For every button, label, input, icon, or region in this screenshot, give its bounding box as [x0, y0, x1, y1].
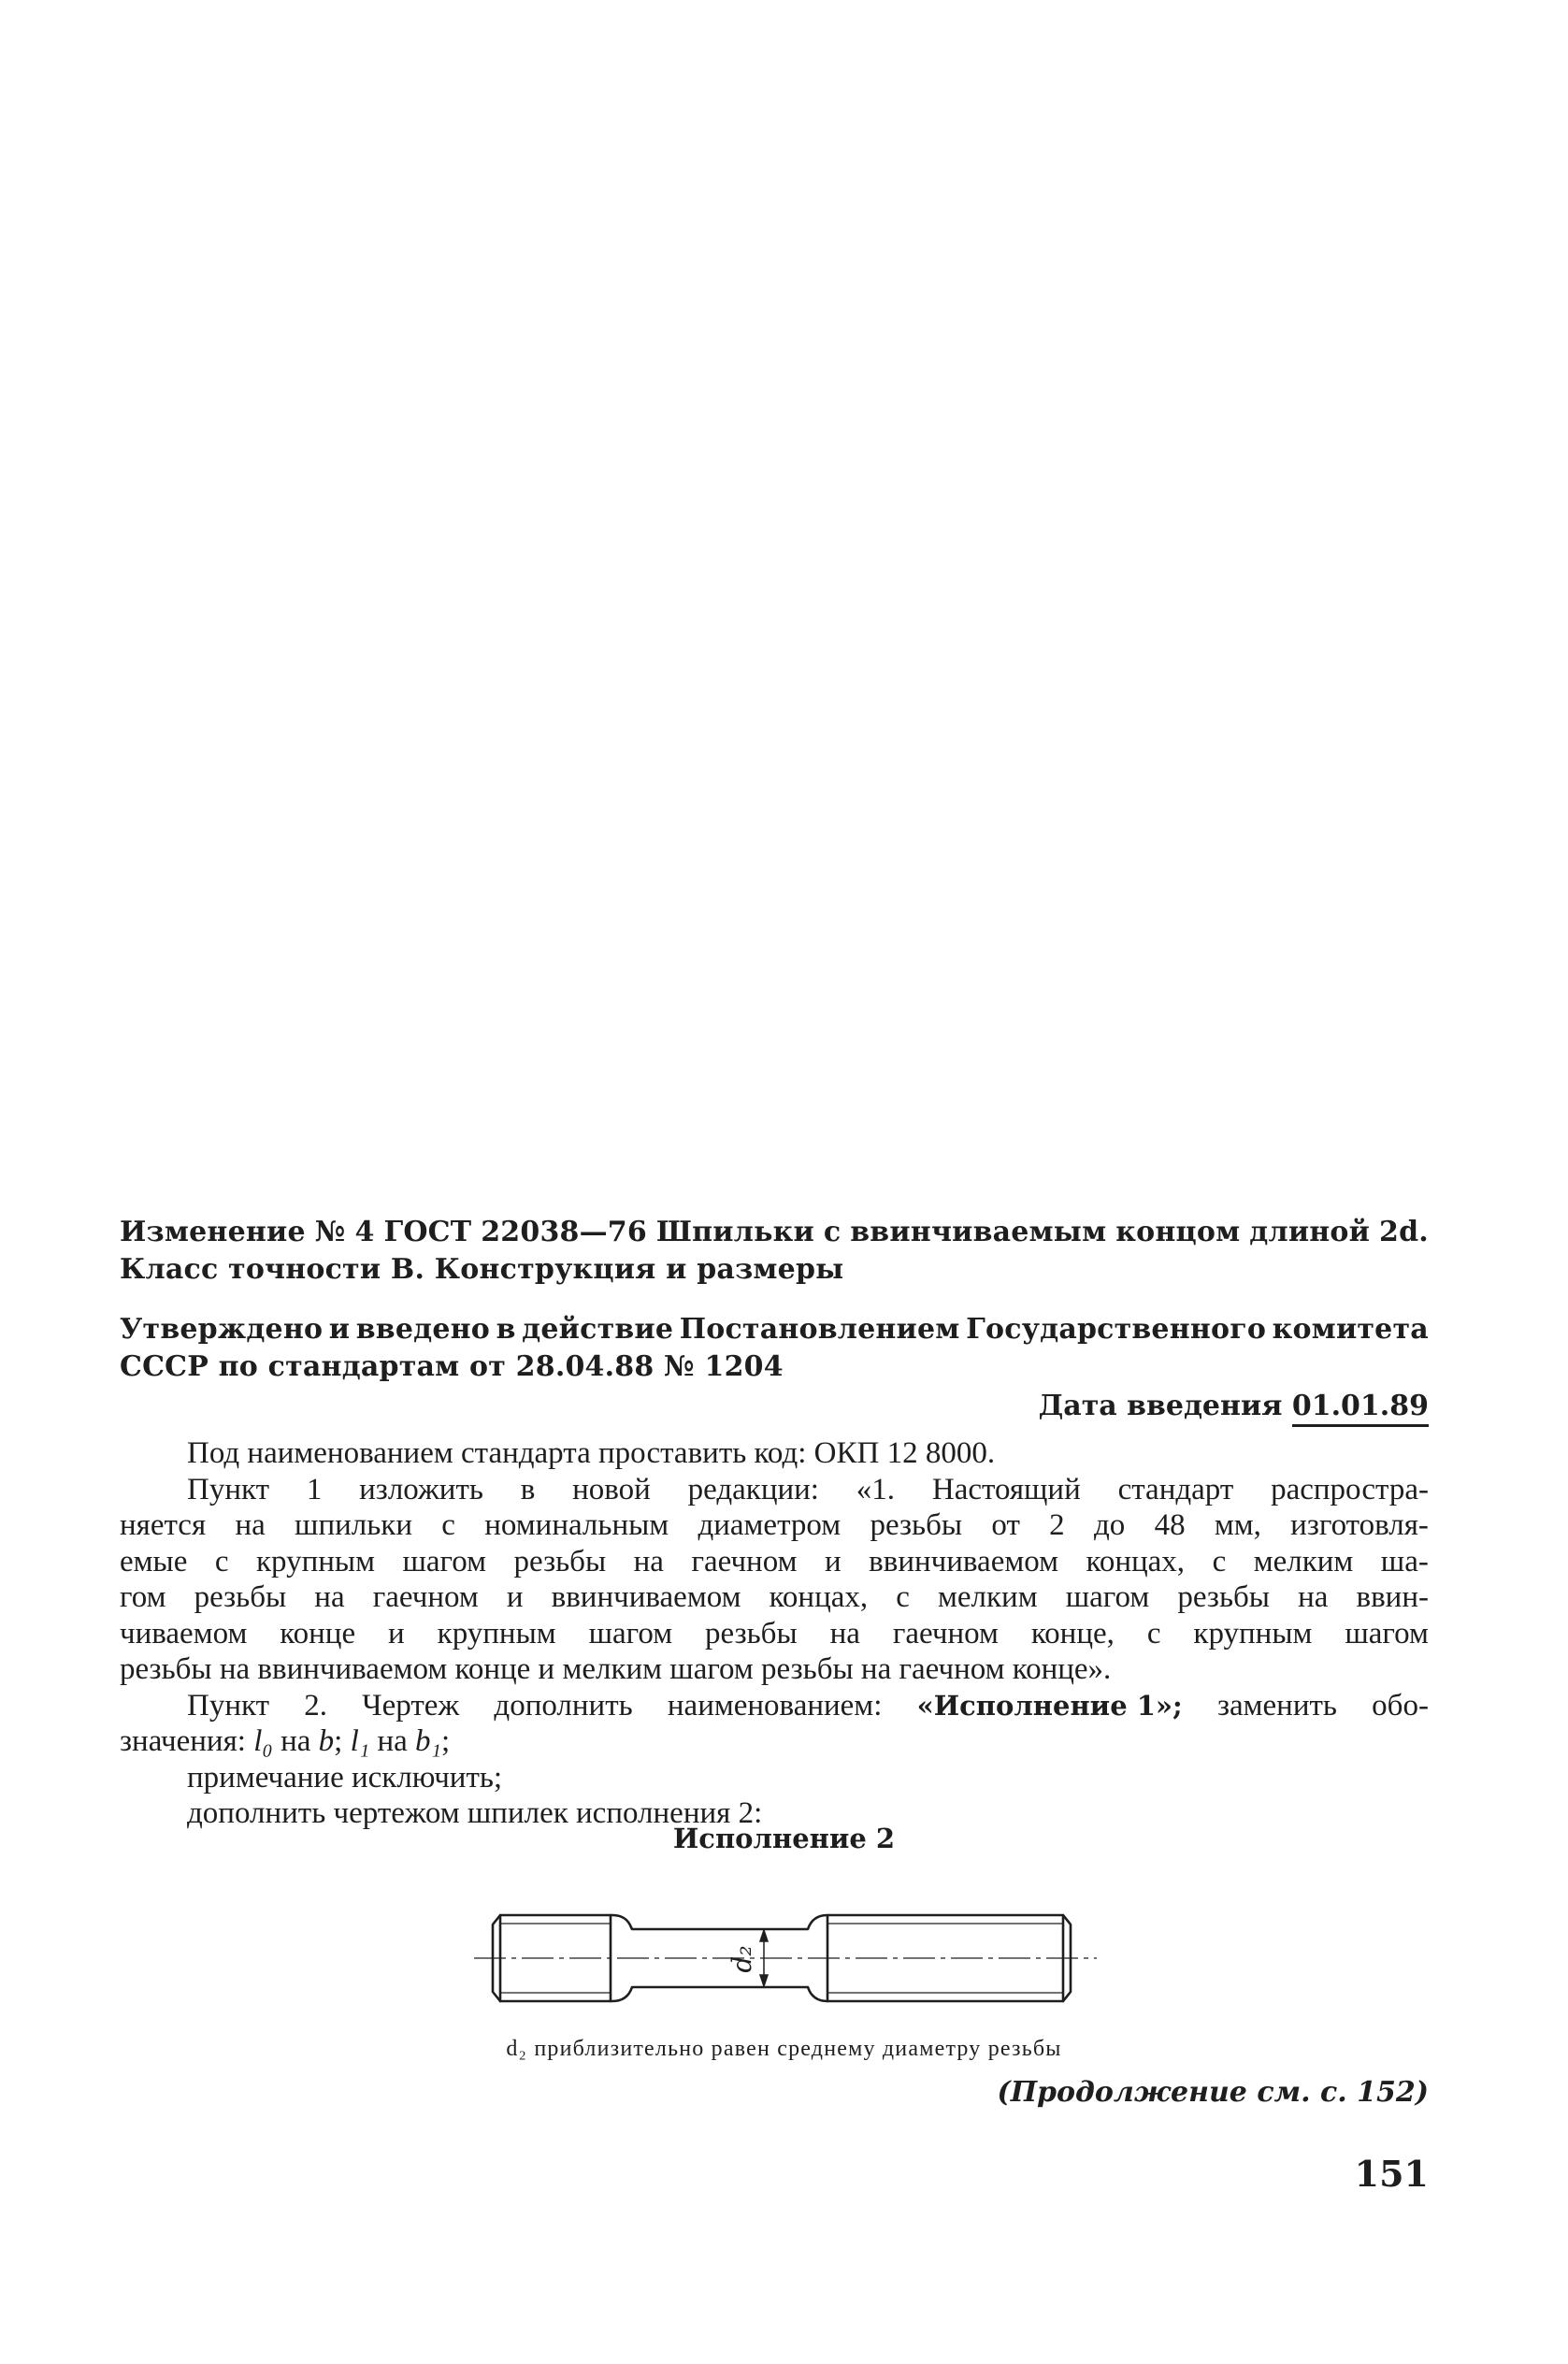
word: действие	[522, 1313, 674, 1346]
word: концом	[1115, 1216, 1241, 1248]
effective-date-value: 01.01.89	[1292, 1390, 1429, 1427]
text-run: на	[369, 1724, 416, 1758]
word: 2.	[304, 1688, 327, 1723]
approval-line2: СССР по стандартам от 28.04.88 № 1204	[120, 1350, 784, 1383]
word: концах,	[1086, 1544, 1186, 1578]
word: редакции:	[687, 1472, 819, 1506]
word: дополнить	[494, 1688, 633, 1723]
word: с	[1212, 1544, 1227, 1578]
word: заменить	[1216, 1688, 1337, 1723]
word: емые	[120, 1544, 188, 1578]
word: Государственного	[966, 1313, 1267, 1346]
paragraph-okp-code: Под наименованием стандарта проставить код: ОКП 12 8000.	[187, 1436, 996, 1470]
word: шагом	[588, 1616, 673, 1650]
word: конце,	[1030, 1616, 1115, 1650]
text-run: ;	[334, 1724, 351, 1758]
dimension-arrow-bottom	[760, 1975, 768, 1986]
word: наименованием:	[667, 1688, 883, 1723]
word: ГОСТ	[383, 1216, 472, 1248]
word: шагом	[1345, 1616, 1429, 1650]
effective-date	[120, 1388, 1429, 1425]
word: от	[991, 1508, 1020, 1542]
paragraph-note-remove: примечание исключить;	[187, 1760, 503, 1795]
word: мелким	[938, 1580, 1038, 1614]
word: резьбы	[1177, 1580, 1270, 1614]
word: диаметром	[698, 1508, 842, 1542]
dimension-label-d2: d₂	[726, 1945, 757, 1973]
continued-note: (Продолжение см. с. 152)	[997, 2076, 1429, 2109]
word: ввинчиваемым	[850, 1216, 1107, 1248]
word: стандарт	[1117, 1472, 1234, 1506]
paragraph-line	[120, 1579, 1429, 1616]
paragraph-item-1	[120, 1472, 1429, 1652]
word: новой	[572, 1472, 651, 1506]
paragraph-item-1-last-line: резьбы на ввинчиваемом конце и мелким шагом резьбы на гаечном конце».	[120, 1652, 1112, 1686]
word: Пункт	[187, 1472, 270, 1506]
word: и	[824, 1544, 842, 1578]
word: с	[214, 1544, 229, 1578]
word: Чертеж	[362, 1688, 460, 1723]
word: в	[520, 1472, 536, 1506]
word: на	[314, 1580, 345, 1614]
word: крупным	[437, 1616, 556, 1650]
word: с	[823, 1216, 842, 1248]
word: 2d.	[1379, 1216, 1429, 1248]
word: резьбы	[705, 1616, 798, 1650]
word: изложить	[359, 1472, 483, 1506]
paragraph-line	[120, 1544, 1429, 1580]
word: введено	[355, 1313, 490, 1346]
word: на	[633, 1544, 664, 1578]
word: в	[496, 1313, 516, 1346]
symbol: l₁	[350, 1724, 370, 1758]
word: мелким	[1253, 1544, 1354, 1578]
word: с	[441, 1508, 455, 1542]
word: и	[506, 1580, 524, 1614]
word: на	[235, 1508, 266, 1542]
word: Постановлением	[679, 1313, 960, 1346]
word: Пункт	[187, 1688, 270, 1723]
stud-drawing	[472, 1884, 1099, 2025]
word: 1	[306, 1472, 323, 1506]
paragraph-line	[120, 1616, 1429, 1652]
word: ввин-	[1356, 1580, 1429, 1614]
word: с	[896, 1580, 910, 1614]
word: гаечном	[372, 1580, 479, 1614]
word: с	[1146, 1616, 1161, 1650]
word: Шпильки	[655, 1216, 814, 1248]
effective-date-label: Дата введения	[1038, 1390, 1283, 1422]
approval-line1	[120, 1311, 1429, 1348]
amendment-title-line2: Класс точности В. Конструкция и размеры	[120, 1253, 844, 1286]
word: резьбы	[870, 1508, 963, 1542]
figure-title: Исполнение 2	[672, 1823, 896, 1854]
word: «Исполнение 1»;	[916, 1689, 1183, 1722]
word: резьбы	[194, 1580, 287, 1614]
word: гаечном	[892, 1616, 999, 1650]
word: комитета	[1272, 1313, 1429, 1346]
figure-caption: d₂ приблизительно равен среднему диаметру резьбы	[506, 2037, 1062, 2061]
text-run: значения:	[120, 1724, 254, 1758]
text-run: ;	[441, 1724, 451, 1758]
word: ввинчиваемом	[551, 1580, 741, 1614]
paragraph-line	[120, 1507, 1429, 1544]
word: изготовля-	[1290, 1508, 1429, 1542]
word: Изменение	[120, 1216, 306, 1248]
word: крупным	[256, 1544, 375, 1578]
word: «1.	[856, 1472, 896, 1506]
word: шагом	[1065, 1580, 1150, 1614]
symbol: b	[318, 1724, 335, 1758]
word: гаечном	[691, 1544, 798, 1578]
word: шпильки	[295, 1508, 412, 1542]
paragraph-add-drawing: дополнить чертежом шпилек исполнения 2:	[187, 1796, 763, 1830]
word: ввинчиваемом	[869, 1544, 1058, 1578]
symbol: l₀	[253, 1724, 273, 1758]
paragraph-item-2-line1	[120, 1688, 1429, 1724]
word: концах,	[769, 1580, 869, 1614]
word: 48	[1154, 1508, 1186, 1542]
word: чиваемом	[120, 1616, 248, 1650]
dimension-arrow-top	[760, 1930, 768, 1941]
word: ша-	[1380, 1544, 1429, 1578]
word: няется	[120, 1508, 207, 1542]
word: до	[1093, 1508, 1126, 1542]
word: на	[1298, 1580, 1329, 1614]
word: обо-	[1372, 1688, 1429, 1723]
word: номинальным	[484, 1508, 669, 1542]
paragraph-item-2-line2	[120, 1723, 1429, 1760]
paragraph-line	[120, 1472, 1429, 1508]
word: распростра-	[1271, 1472, 1429, 1506]
document-header	[120, 1214, 1429, 1425]
word: гом	[120, 1580, 166, 1614]
symbol: b₁	[415, 1724, 442, 1758]
word: Настоящий	[931, 1472, 1081, 1506]
word: и	[388, 1616, 405, 1650]
word: мм,	[1214, 1508, 1261, 1542]
word: №	[314, 1216, 346, 1248]
word: крупным	[1193, 1616, 1313, 1650]
amendment-title-line1	[120, 1214, 1429, 1251]
word: конце	[280, 1616, 356, 1650]
word: 2	[1049, 1508, 1065, 1542]
word: и	[328, 1313, 351, 1346]
word: длиной	[1249, 1216, 1371, 1248]
page-number: 151	[1354, 2153, 1429, 2195]
word: 4	[354, 1216, 375, 1248]
word: Утверждено	[120, 1313, 324, 1346]
word: на	[829, 1616, 860, 1650]
word: резьбы	[513, 1544, 607, 1578]
text-run: на	[272, 1724, 319, 1758]
word: шагом	[402, 1544, 487, 1578]
word: 22038—76	[481, 1216, 647, 1248]
amendment-body	[120, 1435, 1429, 1832]
